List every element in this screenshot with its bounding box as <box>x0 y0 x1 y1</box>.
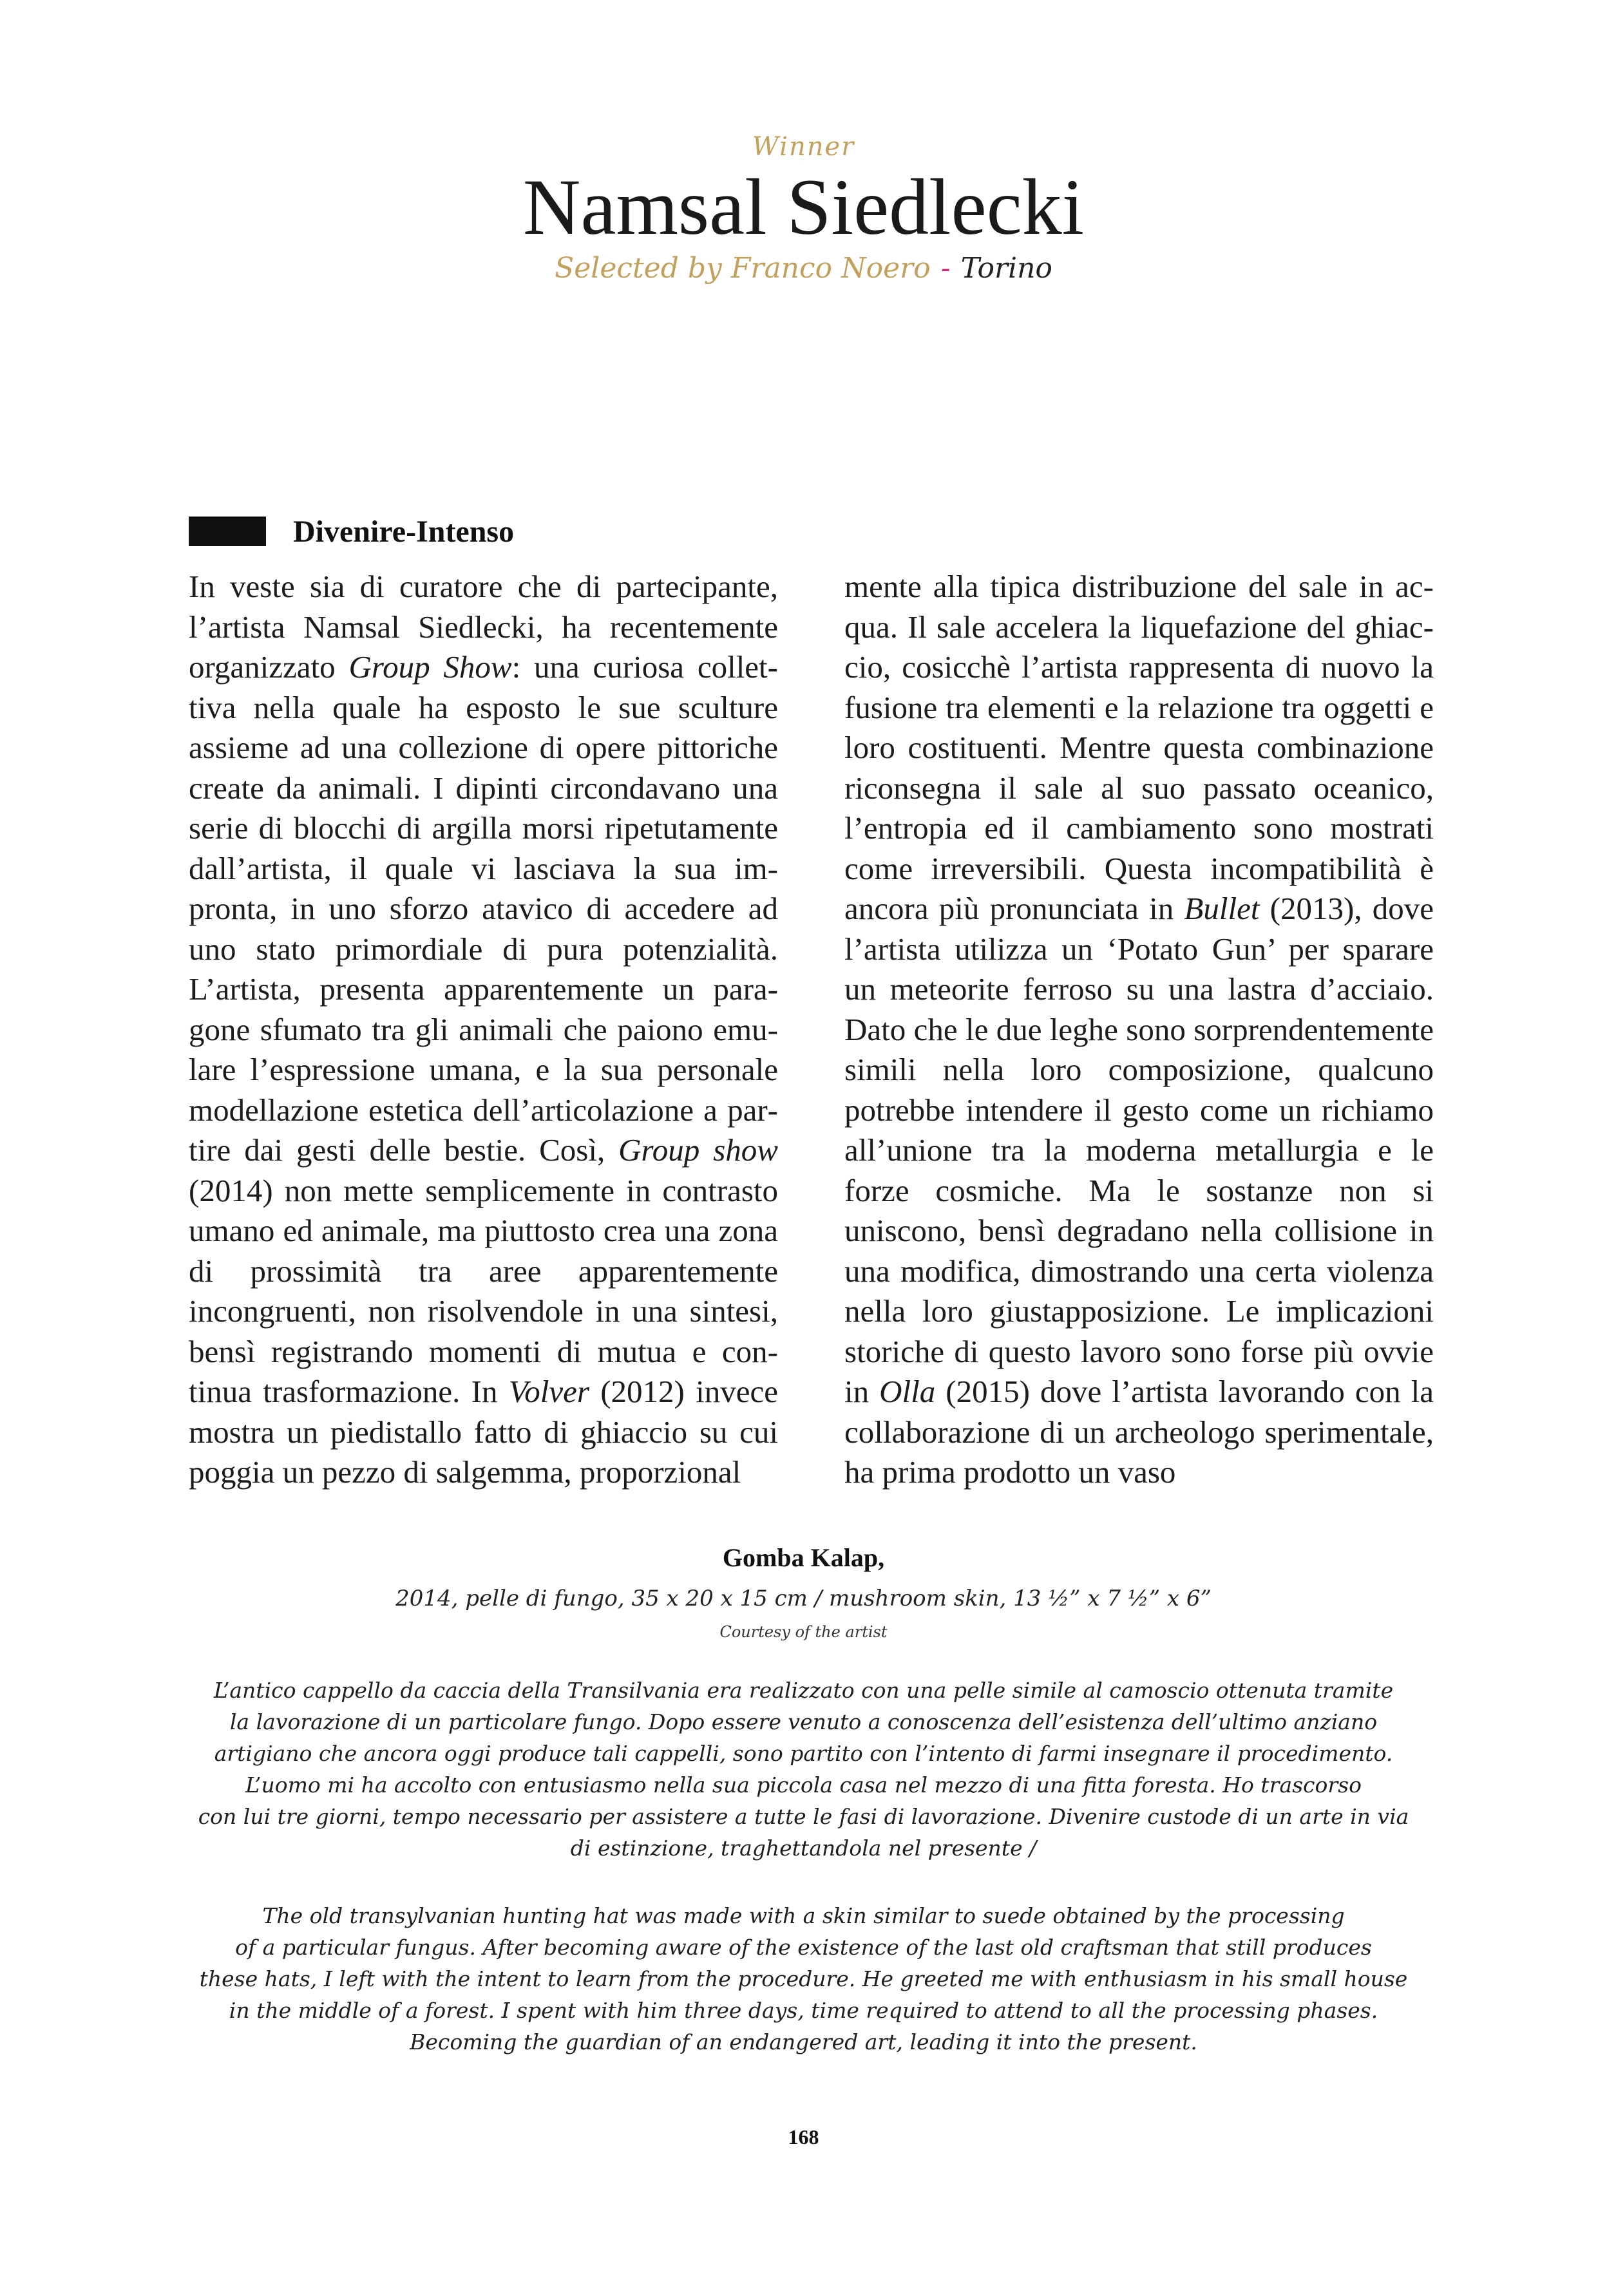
section-heading <box>189 488 514 575</box>
section-title: Divenire-Intenso <box>293 514 515 549</box>
description-line: Becoming the guardian of an endangered art, leading it into the present. <box>410 2029 1197 2054</box>
description-line: these hats, I left with the intent to learn from the procedure. He greeted me with enthusiasm in his small house <box>199 1966 1408 1991</box>
artwork-title: Group Show <box>348 649 512 685</box>
body-paragraph <box>844 567 1434 1493</box>
text-run: In veste sia di curatore che di partecipante, l’artista Namsal Siedlecki, ha recentemente organizzato <box>189 569 778 685</box>
separator-dash: - <box>940 252 951 285</box>
description-line: la lavorazione di un particolare fungo. Dopo essere venuto a conoscenza dell’esistenza dell’ultimo anziano <box>229 1709 1378 1734</box>
artwork-title: Olla <box>879 1374 936 1409</box>
description-line: in the middle of a forest. I spent with him three days, time required to attend to all the processing phases. <box>229 1998 1378 2023</box>
artwork-title: Group show <box>618 1132 778 1168</box>
winner-label: Winner <box>752 132 855 162</box>
text-run: (2014) non mette semplicemente in contrasto umano ed animale, ma piuttosto crea una zona di prossimità tra aree apparentemente incongruenti, non risolvendole in una sintesi, bensì registrando momenti di mutua e continua trasformazione. In <box>189 1172 778 1409</box>
description-line: L’antico cappello da caccia della Transilvania era realizzato con una pelle simile al camoscio ottenuta tramite <box>213 1678 1394 1703</box>
description-line: L’uomo mi ha accolto con entusiasmo nella sua piccola casa nel mezzo di una fitta foresta. Ho trascorso <box>245 1772 1362 1798</box>
city: Torino <box>960 252 1052 285</box>
text-run: (2013), dove l’artista utilizza un ‘Potato Gun’ per sparare un meteorite ferroso su una lastra d’acciaio. Dato che le due leghe sono sorprendentemente simili nella loro composizione, qualcuno potrebbe intendere il gesto come un richiamo all’unione tra la moderna metallurgia e le forze cosmiche. Ma le sostanze non si uniscono, bensì degradano nella collisione in una modifica, dimostrando una certa violenza nella loro giustapposizione. Le implicazioni storiche di questo lavoro sono forse più ovvie in <box>844 891 1434 1409</box>
artwork-description-english <box>193 1900 1414 2058</box>
artwork-title: Volver <box>508 1374 589 1409</box>
description-line: di estinzione, traghettandola nel presente / <box>570 1836 1037 1861</box>
artwork-caption <box>0 1542 1607 1641</box>
artist-name: Namsal Siedlecki <box>522 163 1085 251</box>
text-run: (2012) invece mostra un piedistallo fatto di ghiaccio su cui poggia un pezzo di salgemma, proporzional <box>189 1374 778 1490</box>
text-run: : una curiosa collettiva nella quale ha esposto le sue sculture assieme ad una collezione di opere pittoriche create da animali. I dipinti circondavano una serie di blocchi di argilla morsi ripetutamente dall’artista, il quale vi lasciava la sua impronta, in uno sforzo atavico di accedere ad uno stato primordiale di pura potenzialità. L’artista, presenta apparentemente un paragone sfumato tra gli animali che paiono emulare l’espressione umana, e la sua personale modellazione estetica dell’articolazione a partire dai gesti delle bestie. Così, <box>189 649 778 1168</box>
description-line: The old transylvanian hunting hat was made with a skin similar to suede obtained by the processing <box>262 1903 1345 1928</box>
artwork-description-italian <box>193 1675 1414 1864</box>
description-line: artigiano che ancora oggi produce tali cappelli, sono partito con l’intento di farmi insegnare il procedimento. <box>214 1741 1393 1766</box>
body-column-right <box>844 567 1434 1493</box>
artwork-title: Bullet <box>1184 891 1260 926</box>
description-line: con lui tre giorni, tempo necessario per assistere a tutte le fasi di lavorazione. Divenire custode di un arte in via <box>198 1804 1409 1829</box>
artwork-caption-details: 2014, pelle di fungo, 35 x 20 x 15 cm / mushroom skin, 13 ½” x 7 ½” x 6” <box>395 1586 1212 1611</box>
artwork-caption-title: Gomba Kalap, <box>722 1543 885 1572</box>
text-run: mente alla tipica distribuzione del sale in acqua. Il sale accelera la liquefazione del ghiaccio, cosicchè l’artista rappresenta di nuovo la fusione tra elementi e la relazione tra oggetti e loro costituenti. Mentre questa combinazione riconsegna il sale al suo passato oceanico, l’entropia ed il cambiamento sono mostrati come irreversibili. Questa incompatibilità è ancora più pronunciata in <box>844 569 1434 926</box>
text-run: (2015) dove l’artista lavorando con la collaborazione di un archeologo sperimentale, ha prima prodotto un vaso <box>844 1374 1434 1490</box>
artwork-caption-courtesy: Courtesy of the artist <box>719 1623 888 1641</box>
page-number: 168 <box>788 2125 819 2149</box>
selected-by: Selected by Franco Noero <box>555 252 931 285</box>
selection-credit <box>0 252 1607 285</box>
body-paragraph <box>189 567 778 1493</box>
section-marker-bar <box>189 517 266 546</box>
body-column-left <box>189 567 778 1493</box>
page-header <box>0 132 1607 285</box>
description-line: of a particular fungus. After becoming aware of the existence of the last old craftsman that still produces <box>235 1935 1372 1960</box>
